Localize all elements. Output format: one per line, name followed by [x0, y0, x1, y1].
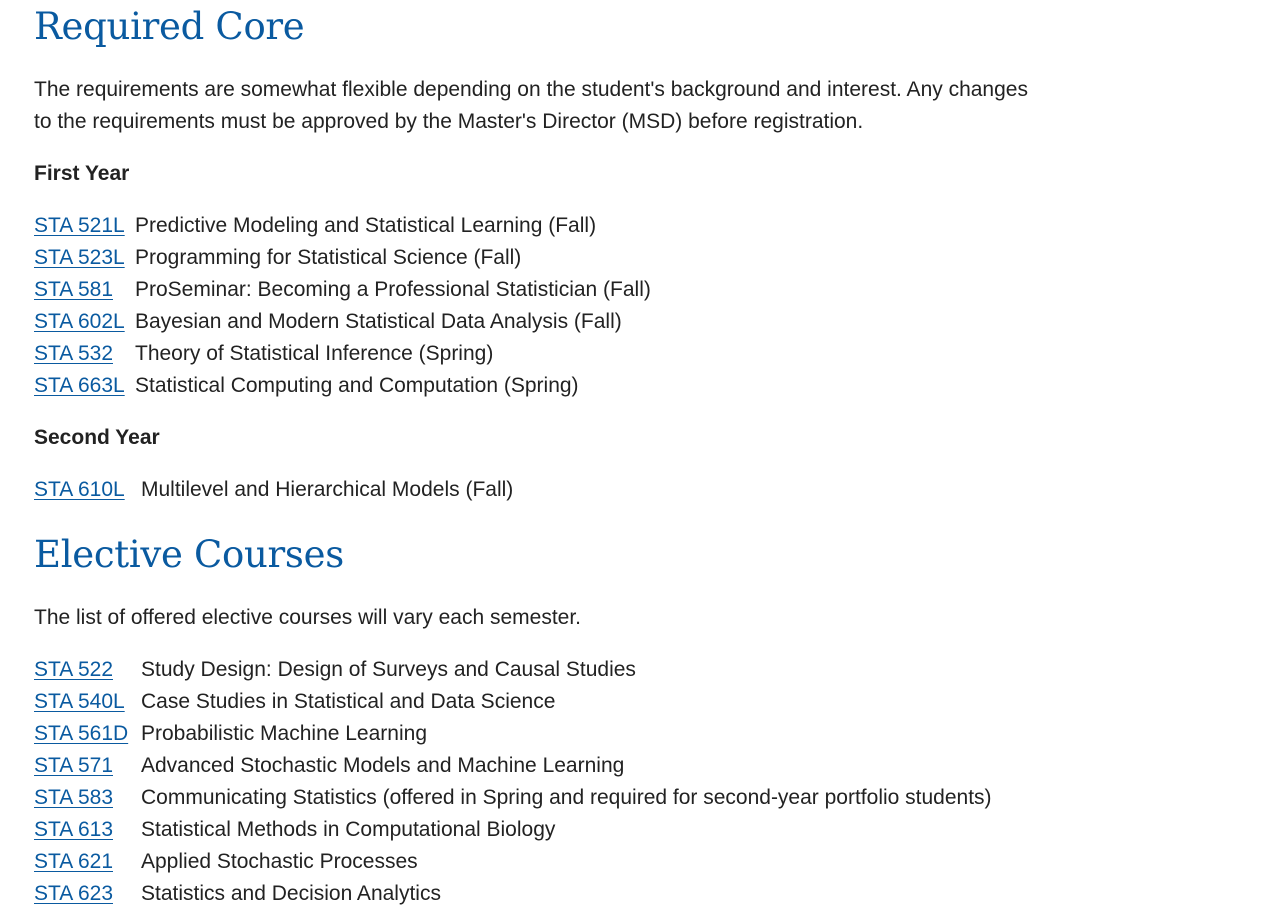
course-title: Probabilistic Machine Learning — [141, 722, 427, 745]
required-core-intro: The requirements are somewhat flexible depending on the student's background and interest. Any changes to the requirements must be approved by the Master's Director (MSD) before registration. — [34, 78, 1028, 133]
course-link-sta-610l[interactable]: STA 610L — [34, 478, 125, 501]
course-row — [34, 306, 1234, 338]
course-row — [34, 654, 1234, 686]
course-link-sta-623[interactable]: STA 623 — [34, 882, 113, 905]
second-year-course-list — [34, 474, 1234, 506]
course-title: ProSeminar: Becoming a Professional Statistician (Fall) — [135, 278, 651, 301]
course-title: Statistics and Decision Analytics — [141, 882, 441, 905]
course-link-sta-522[interactable]: STA 522 — [34, 658, 113, 681]
course-title: Theory of Statistical Inference (Spring) — [135, 342, 494, 365]
course-link-sta-663l[interactable]: STA 663L — [34, 374, 125, 397]
course-link-sta-583[interactable]: STA 583 — [34, 786, 113, 809]
course-row — [34, 878, 1234, 910]
course-link-sta-571[interactable]: STA 571 — [34, 754, 113, 777]
course-title: Bayesian and Modern Statistical Data Analysis (Fall) — [135, 310, 622, 333]
course-title: Predictive Modeling and Statistical Learning (Fall) — [135, 214, 597, 237]
course-row — [34, 338, 1234, 370]
course-link-sta-521l[interactable]: STA 521L — [34, 214, 125, 237]
elective-course-list — [34, 654, 1234, 910]
course-row — [34, 686, 1234, 718]
course-title: Multilevel and Hierarchical Models (Fall) — [141, 478, 514, 501]
course-title: Applied Stochastic Processes — [141, 850, 418, 873]
course-title: Communicating Statistics (offered in Spring and required for second-year portfolio students) — [141, 786, 992, 809]
course-row — [34, 370, 1234, 402]
subheading-first-year: First Year — [34, 162, 130, 185]
course-link-sta-602l[interactable]: STA 602L — [34, 310, 125, 333]
course-title: Programming for Statistical Science (Fall) — [135, 246, 522, 269]
course-title: Advanced Stochastic Models and Machine Learning — [141, 754, 625, 777]
course-row — [34, 274, 1234, 306]
subheading-second-year: Second Year — [34, 426, 160, 449]
section-title-elective-courses: Elective Courses — [34, 533, 344, 576]
course-title: Study Design: Design of Surveys and Causal Studies — [141, 658, 636, 681]
course-row — [34, 242, 1234, 274]
main-content — [34, 0, 1234, 910]
course-title: Statistical Computing and Computation (Spring) — [135, 374, 579, 397]
course-row — [34, 814, 1234, 846]
course-link-sta-540l[interactable]: STA 540L — [34, 690, 125, 713]
first-year-course-list — [34, 210, 1234, 402]
section-title-required-core: Required Core — [34, 5, 305, 48]
course-row — [34, 750, 1234, 782]
course-link-sta-621[interactable]: STA 621 — [34, 850, 113, 873]
course-link-sta-613[interactable]: STA 613 — [34, 818, 113, 841]
course-link-sta-532[interactable]: STA 532 — [34, 342, 113, 365]
course-row — [34, 210, 1234, 242]
course-link-sta-581[interactable]: STA 581 — [34, 278, 113, 301]
course-row — [34, 782, 1234, 814]
course-row — [34, 718, 1234, 750]
course-row — [34, 846, 1234, 878]
course-link-sta-523l[interactable]: STA 523L — [34, 246, 125, 269]
electives-intro: The list of offered elective courses will vary each semester. — [34, 606, 582, 629]
course-title: Case Studies in Statistical and Data Science — [141, 690, 556, 713]
course-title: Statistical Methods in Computational Biology — [141, 818, 556, 841]
course-row — [34, 474, 1234, 506]
course-link-sta-561d[interactable]: STA 561D — [34, 722, 129, 745]
